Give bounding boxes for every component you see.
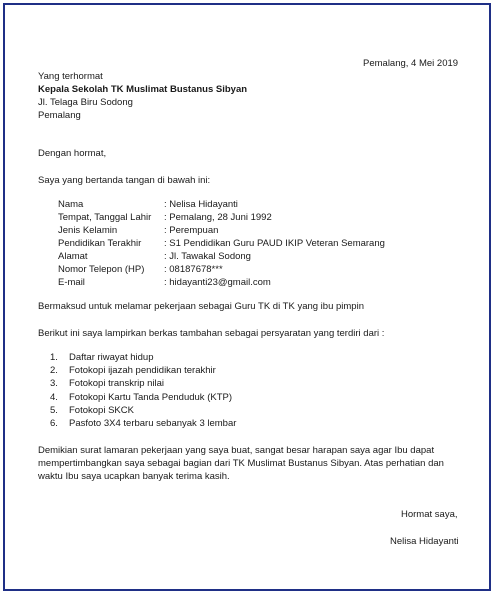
list-number: 5.: [50, 404, 58, 416]
list-text: Pasfoto 3X4 terbaru sebanyak 3 lembar: [69, 417, 237, 429]
detail-row: [0, 276, 498, 289]
detail-label: E-mail: [58, 277, 85, 288]
detail-value: : hidayanti23@gmail.com: [164, 277, 271, 288]
detail-value: : Nelisa Hidayanti: [164, 199, 238, 210]
list-text: Fotokopi Kartu Tanda Penduduk (KTP): [69, 391, 233, 403]
purpose-text: Bermaksud untuk melamar pekerjaan sebagai Guru TK di TK yang ibu pimpin: [38, 301, 364, 312]
detail-value: : Perempuan: [164, 225, 219, 236]
detail-label: Nama: [58, 199, 84, 210]
list-text: Fotokopi SKCK: [69, 404, 134, 416]
intro-text: Saya yang bertanda tangan di bawah ini:: [38, 175, 211, 186]
list-text: Fotokopi transkrip nilai: [69, 378, 165, 390]
detail-row: [0, 224, 498, 237]
detail-row: [0, 198, 498, 211]
attachments-intro: Berikut ini saya lampirkan berkas tambahan sebagai persyaratan yang terdiri dari :: [38, 328, 385, 339]
list-text: Fotokopi ijazah pendidikan terakhir: [69, 365, 216, 377]
recipient-salutation: Yang terhormat: [38, 71, 103, 82]
detail-label: Nomor Telepon (HP): [58, 264, 145, 275]
detail-value: : 08187678***: [164, 264, 223, 275]
detail-label: Jenis Kelamin: [58, 225, 118, 236]
signer-name: Nelisa Hidayanti: [390, 536, 459, 547]
list-text: Daftar riwayat hidup: [69, 352, 154, 363]
detail-value: : Pemalang, 28 Juni 1992: [164, 212, 272, 223]
list-number: 3.: [50, 378, 58, 390]
list-number: 2.: [50, 365, 58, 377]
sign-off: Hormat saya,: [401, 509, 458, 520]
recipient-street: Jl. Telaga Biru Sodong: [38, 97, 133, 108]
list-number: 6.: [50, 417, 58, 429]
recipient-name: Kepala Sekolah TK Muslimat Bustanus Sibyan: [38, 84, 248, 95]
list-number: 4.: [50, 391, 58, 403]
detail-label: Alamat: [58, 251, 88, 262]
detail-row: [0, 263, 498, 276]
detail-row: [0, 250, 498, 263]
closing-paragraph: Demikian surat lamaran pekerjaan yang saya buat, sangat besar harapan saya agar Ibu dapat mempertimbangkan saya sebagai bagian dari TK Muslimat Bustanus Sibyan. Atas perhatian dan waktu Ibu saya ucapkan banyak terima kasih.: [38, 445, 444, 482]
recipient-city: Pemalang: [38, 110, 81, 121]
detail-label: Tempat, Tanggal Lahir: [58, 212, 152, 223]
list-number: 1.: [50, 352, 58, 363]
detail-row: [0, 211, 498, 224]
detail-label: Pendidikan Terakhir: [58, 238, 142, 249]
detail-value: : S1 Pendidikan Guru PAUD IKIP Veteran Semarang: [164, 238, 385, 249]
detail-value: : Jl. Tawakal Sodong: [164, 251, 251, 262]
greeting: Dengan hormat,: [38, 148, 107, 159]
place-date: Pemalang, 4 Mei 2019: [363, 58, 459, 69]
detail-row: [0, 237, 498, 250]
